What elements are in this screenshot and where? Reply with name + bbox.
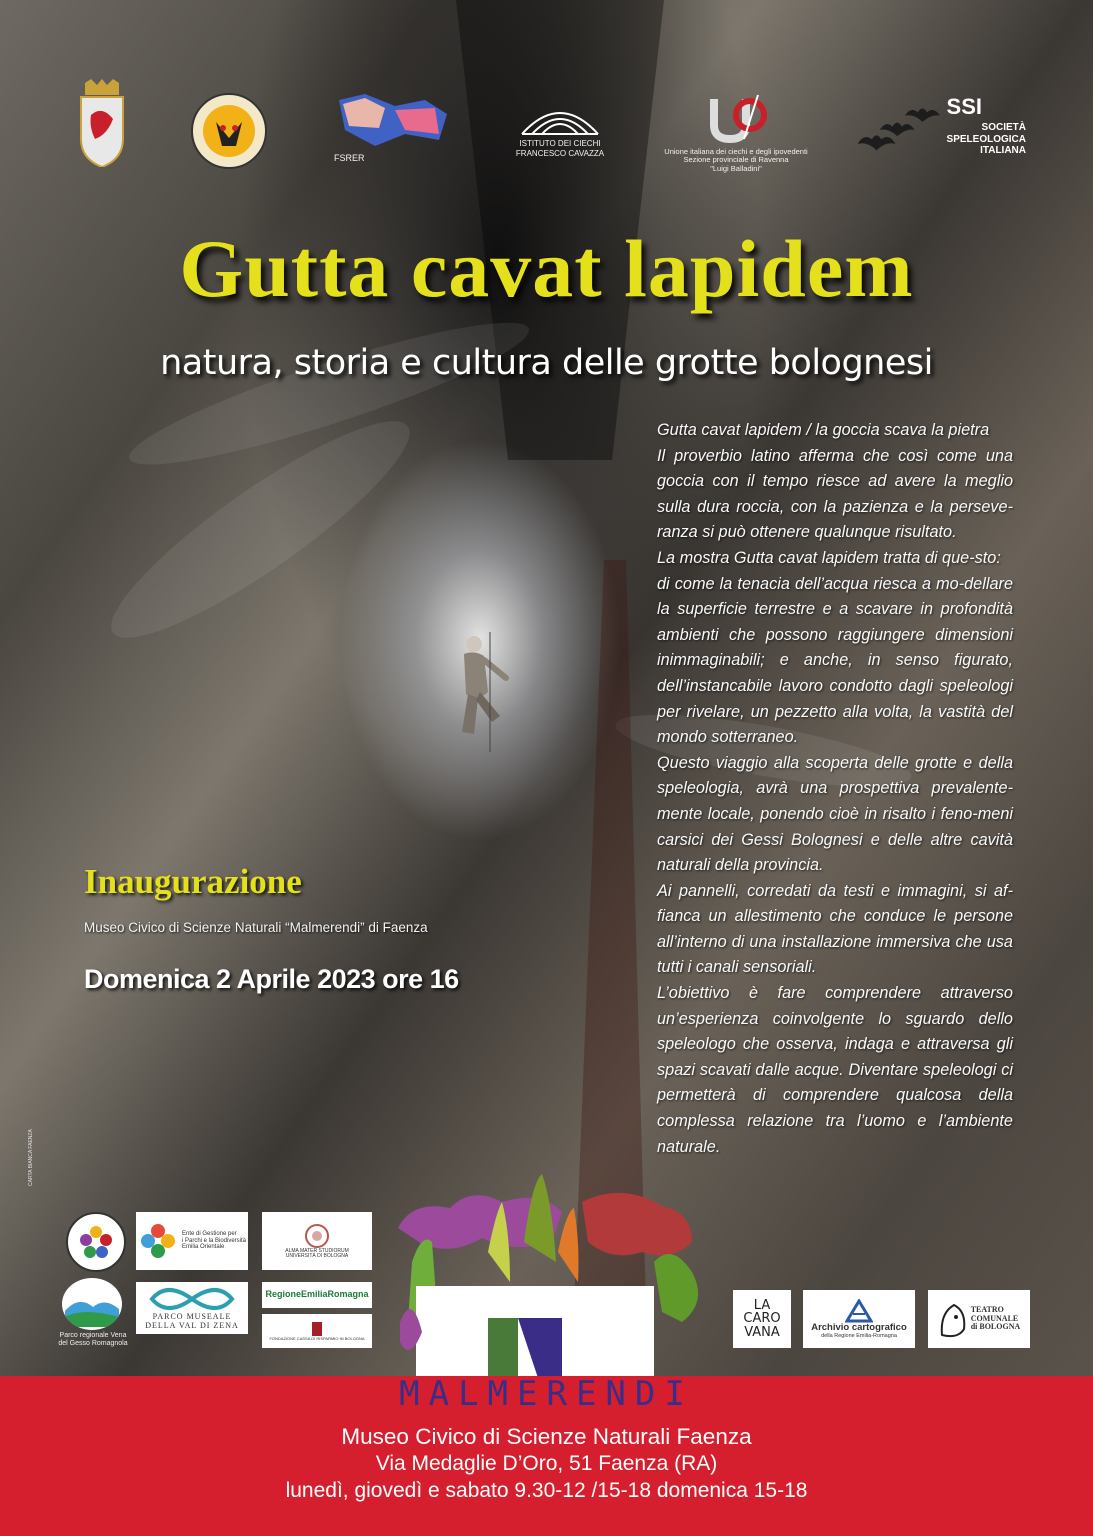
parco-vena-label: Parco regionale Vena del Gesso Romagnola: [58, 1332, 128, 1348]
istituto-cavazza-logo: [506, 96, 614, 162]
archivio-sub-label: della Regione Emilia-Romagna: [821, 1333, 897, 1340]
teatro-label: TEATRO COMUNALE di BOLOGNA: [970, 1304, 1021, 1332]
emilia-romagna-map-icon: [335, 90, 451, 150]
fondazione-emblem-icon: [311, 1321, 323, 1337]
partner-logo-ente-parchi: [136, 1212, 248, 1270]
page-title: Gutta cavat lapidem: [179, 223, 914, 314]
description-paragraph: L’obiettivo è fare comprendere attraverso un’esperienza coinvolgente lo sguardo dello speleologo che osserva, indaga e attraversa gli spazi scavati dalle acque. Diventare speleologi ci permetterà di comprendere qualcosa della complessa relazione tra l’uomo e l’ambiente naturale.: [657, 984, 1013, 1156]
seal-icon: [304, 1223, 330, 1249]
description-paragraph: La mostra Gutta cavat lapidem tratta di que-sto:: [657, 548, 1001, 567]
malmerendi-logo: [392, 1172, 712, 1378]
partner-logo-regione: [262, 1282, 372, 1308]
flower-icon: [76, 1222, 116, 1262]
description-paragraph: di come la tenacia dell’acqua riesca a mo-dellare la superficie terrestre e a scavare in profondità ambienti che possono raggiungere dimensioni inimmaginabili; e anche, in senso figurato, dell’instancabile lavoro condotto dagli speleologi per rivelare, un pezzetto alla volta, la vastità del mondo sotterraneo.: [657, 574, 1013, 747]
fsrer-label: FSRER: [334, 153, 365, 164]
fondazione-label: FONDAZIONE CASSA DI RISPARMIO IN BOLOGNA: [269, 1335, 365, 1341]
description-paragraph: Questo viaggio alla scoperta delle grotte e della speleologia, avrà una prospettiva prevalente-mente locale, ponendo cioè in risalto i feno-meni carsici dei Gessi Bolognesi e delle altre cavità naturali della provincia.: [657, 753, 1013, 875]
partner-logo-fondazione: [262, 1314, 372, 1348]
malmerendi-wordmark: MALMERENDI: [399, 1374, 694, 1414]
clover-icon: [138, 1221, 178, 1261]
ssi-logo: [856, 96, 1026, 166]
partner-logo-parco-museale: [136, 1282, 248, 1334]
hills-icon: [65, 1281, 119, 1327]
istituto-label: ISTITUTO DEI CIECHI FRANCESCO CAVAZZA: [515, 139, 605, 158]
inauguration-place: Museo Civico di Scienze Naturali “Malmerendi” di Faenza: [84, 920, 428, 935]
infinity-icon: [142, 1285, 242, 1313]
coat-of-arms-icon: [77, 79, 127, 167]
description-paragraph: Il proverbio latino afferma che così come una goccia con il tempo riesce ad avere la meglio sulla dura roccia, con la pazienza e la perseve-ranza si può ottenere qualunque risultato.: [657, 446, 1013, 542]
page-subtitle: natura, storia e cultura delle grotte bolognesi: [160, 343, 933, 383]
uici-logo: [660, 88, 812, 178]
exhibition-description: [657, 418, 1013, 1160]
uici-label: Unione italiana dei ciechi e degli ipovedenti Sezione provinciale di Ravenna "Luigi Balladini": [664, 146, 808, 173]
unibo-label: ALMA MATER STUDIORUM UNIVERSITÀ DI BOLOGNA: [285, 1247, 349, 1259]
bats-icon: [856, 96, 945, 162]
side-credit: CARTA BIANCA FAENZA: [28, 1129, 34, 1186]
partner-logo-flower: [66, 1212, 126, 1272]
ente-parchi-label: Ente di Gestione per i Parchi e la Biodiversità Emilia Orientale: [181, 1231, 247, 1251]
partner-logo-teatro: [928, 1290, 1030, 1348]
footer-museum-name: Museo Civico di Scienze Naturali Faenza: [341, 1424, 752, 1449]
description-paragraph: Gutta cavat lapidem / la goccia scava la pietra: [657, 421, 990, 439]
fsrer-logo: [334, 88, 452, 166]
footer-hours: lunedì, giovedì e sabato 9.30-12 /15-18 domenica 15-18: [285, 1479, 808, 1502]
archivio-label: Archivio cartografico: [811, 1321, 907, 1333]
ssi-short-label: SSI: [946, 94, 983, 119]
regione-label: RegioneEmiliaRomagna: [265, 1289, 369, 1300]
compass-a-icon: [845, 1299, 873, 1323]
inauguration-title: Inaugurazione: [84, 862, 302, 901]
ssi-full-label: SOCIETÀ SPELEOLOGICA ITALIANA: [946, 122, 1026, 156]
caver-figure: [440, 632, 510, 752]
faenza-coat-of-arms-logo: [76, 78, 128, 168]
description-paragraph: Ai pannelli, corredati da testi e immagini, si af-fianca un allestimento che conduce le persone all’interno di una installazione immersiva che usa tutti i canali sensoriali.: [657, 881, 1013, 977]
uici-emblem-icon: [704, 93, 768, 145]
footer-address: Via Medaglie D’Oro, 51 Faenza (RA): [375, 1452, 718, 1475]
partner-logo-archivio: [803, 1290, 915, 1348]
speleo-group-logo: [188, 92, 270, 170]
footer-bar: [0, 1376, 1093, 1536]
parco-museale-label: PARCO MUSEALE DELLA VAL DI ZENA: [145, 1312, 239, 1330]
speleo-badge-icon: [190, 92, 268, 170]
inauguration-date: Domenica 2 Aprile 2023 ore 16: [84, 964, 459, 994]
partner-logo-parco-vena: [62, 1278, 122, 1330]
lion-head-icon: [938, 1299, 968, 1339]
partner-logo-carovana: [733, 1290, 791, 1348]
shell-fan-icon: [518, 100, 602, 136]
carovana-label: LA CARO VANA: [743, 1297, 781, 1340]
partner-logo-unibo: [262, 1212, 372, 1270]
